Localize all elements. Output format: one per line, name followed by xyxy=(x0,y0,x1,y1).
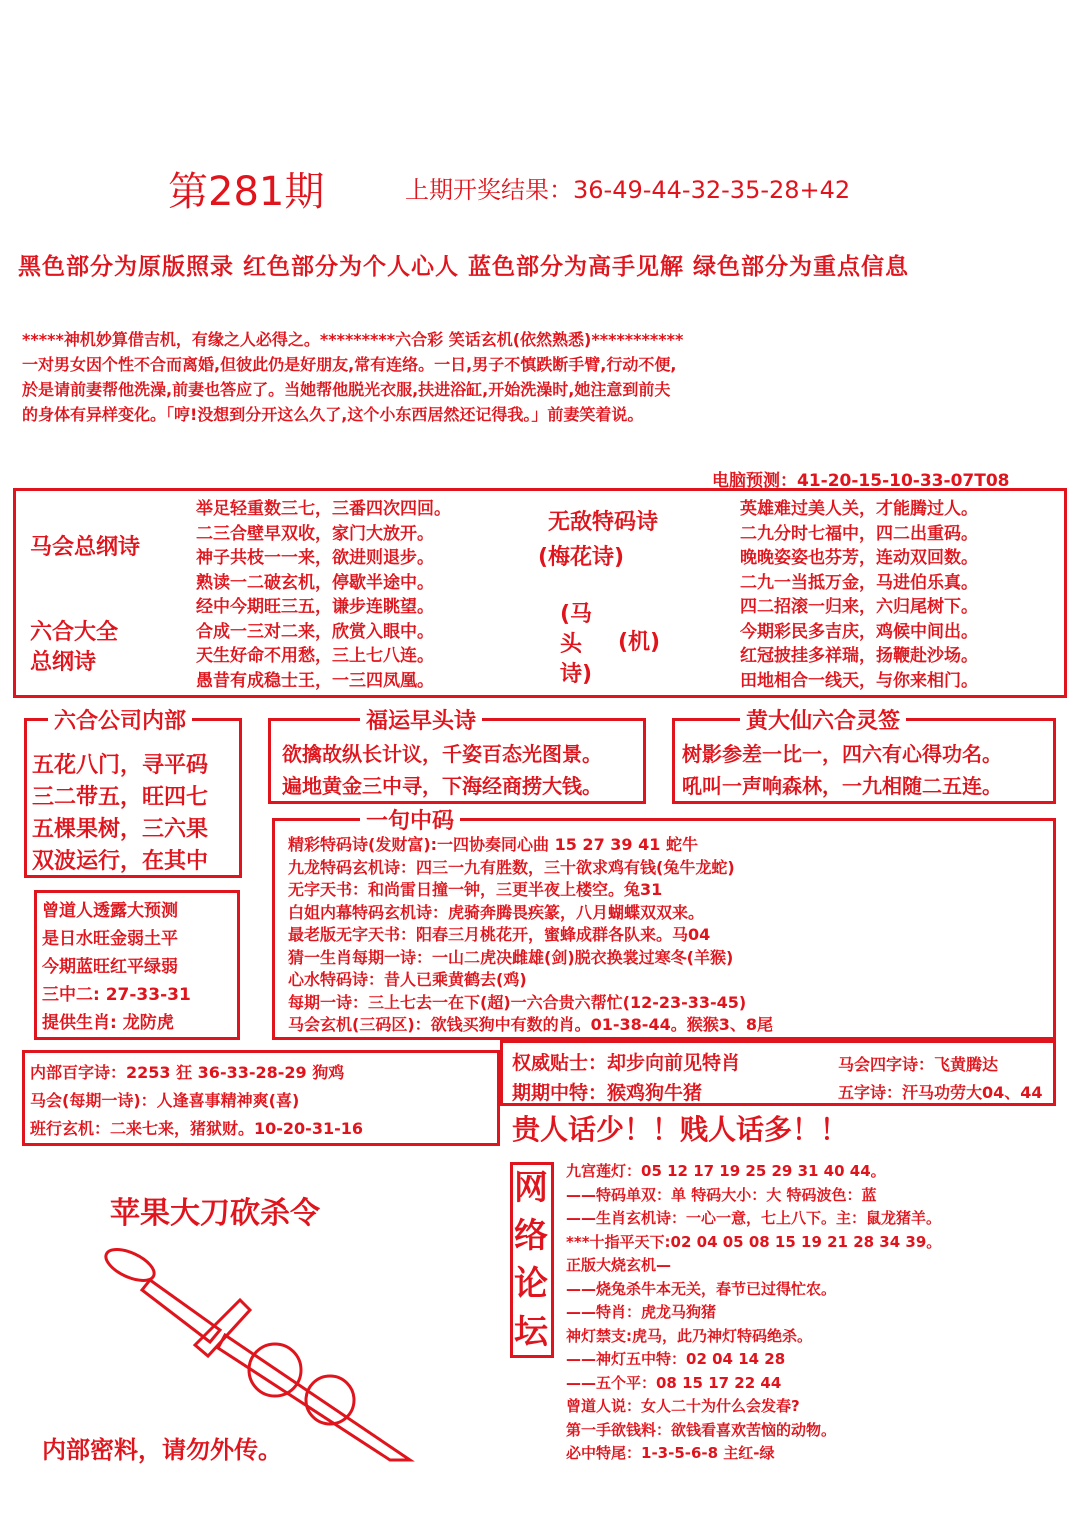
daoren-line: 是日水旺金弱土平 xyxy=(42,929,178,949)
one-sentence-line: 白姐内幕特码玄机诗：虎骑奔腾畏疾篆，八月蝴蝶双双来。 xyxy=(288,902,705,922)
left-poem-line: 二三合壁早双收，家门大放开。 xyxy=(196,523,434,544)
one-sentence-line: 精彩特码诗(发财富):一四协奏同心曲 15 27 39 41 蛇牛 xyxy=(288,835,698,854)
right-poem-line: 四二招滚一归来，六归尾树下。 xyxy=(740,597,978,617)
inside-line: 班行玄机：二来七来，猪狱财。10-20-31-16 xyxy=(30,1119,363,1138)
forum-line: ***十指平天下:02 04 05 08 15 19 21 28 34 39。 xyxy=(566,1232,942,1251)
computer-prediction: 电脑预测：41-20-15-10-33-07T08 xyxy=(712,471,1010,491)
forum-line: 第一手欲钱料：欲钱看喜欢苦恼的动物。 xyxy=(566,1420,837,1439)
daoren-line: 三中二: 27-33-31 xyxy=(42,985,191,1005)
company-line: 五棵果树，三六果 xyxy=(32,817,209,842)
one-sentence-title: 一句中码 xyxy=(360,804,460,835)
apple-title: 苹果大刀砍杀令 xyxy=(110,1196,320,1231)
forum-line: 曾道人说：女人二十为什么会发春? xyxy=(566,1397,800,1415)
authority-tip: 权威贴士：却步向前见特肖 xyxy=(512,1052,741,1074)
company-line: 三二带五，旺四七 xyxy=(32,785,209,810)
wongtaisin-line: 吼叫一声响森林，一九相随二五连。 xyxy=(682,774,1002,798)
right-poem-line: 二九一当抵万金，马进伯乐真。 xyxy=(740,572,978,593)
inside-line: 马会(每期一诗)：人逢喜事精神爽(喜) xyxy=(30,1091,300,1110)
company-title: 六合公司内部 xyxy=(48,704,192,735)
joke-line: *****神机妙算借吉机，有缘之人必得之。*********六合彩 笑话玄机(依然熟悉)*********** xyxy=(22,330,684,349)
forum-line: 神灯禁支:虎马，此乃神灯特码绝杀。 xyxy=(566,1326,813,1345)
left-poem-line: 经中今期旺三五，谦步连眺望。 xyxy=(196,597,434,617)
fortune-line: 遍地黄金三中寻，下海经商捞大钱。 xyxy=(282,774,602,798)
daoren-line: 曾道人透露大预测 xyxy=(42,901,178,921)
forum-line: 九宫莲灯：05 12 17 19 25 29 31 40 44。 xyxy=(566,1162,886,1180)
last-draw-result: 上期开奖结果：36-49-44-32-35-28+42 xyxy=(405,176,851,204)
wongtaisin-title: 黄大仙六合灵签 xyxy=(740,704,906,735)
zonggang-title: 马会总纲诗 xyxy=(30,535,141,560)
right-poem-line: 二九分时七福中，四二出重码。 xyxy=(740,523,978,544)
forum-vertical-label: 网络论坛 xyxy=(514,1168,548,1352)
company-line: 五花八门，寻平码 xyxy=(32,753,209,778)
one-sentence-line: 九龙特码玄机诗：四三一九有胜数，三十欲求鸡有钱(兔牛龙蛇) xyxy=(288,857,735,877)
forum-line: ——特肖：虎龙马狗猪 xyxy=(566,1303,717,1321)
apple-footer: 内部密料，请勿外传。 xyxy=(42,1436,282,1464)
forum-line: ——五个平：08 15 17 22 44 xyxy=(566,1373,782,1392)
joke-line: 一对男女因个性不合而离婚,但彼此仍是好朋友,常有连络。一日,男子不慎跌断手臂,行动不便, xyxy=(22,355,677,374)
left-poem-line: 合成一三对二来，欣赏入眼中。 xyxy=(196,621,434,642)
one-sentence-line: 心水特码诗：昔人已乘黄鹤去(鸡) xyxy=(288,970,527,989)
right-poem-line: 晚晚姿姿也芬芳，连动双回数。 xyxy=(740,548,978,568)
forum-line: ——特码单双：单 特码大小：大 特码波色：蓝 xyxy=(566,1185,877,1204)
wudi-title: 无敌特码诗 xyxy=(548,510,659,535)
ji-title: (机) xyxy=(618,630,661,655)
joke-line: 於是请前妻帮他洗澡,前妻也答应了。当她帮他脱光衣服,扶进浴缸,开始洗澡时,她注意到前夫 xyxy=(22,380,671,399)
wongtaisin-line: 树影参差一比一，四六有心得功名。 xyxy=(682,742,1002,766)
every-issue-special: 期期中特：猴鸡狗牛猪 xyxy=(512,1082,703,1104)
right-poem-line: 田地相合一线天，与你来相门。 xyxy=(740,670,978,691)
issue-number: 第281期 xyxy=(168,169,325,215)
daoren-line: 今期蓝旺红平绿弱 xyxy=(42,957,178,977)
daoren-line: 提供生肖: 龙防虎 xyxy=(42,1013,174,1033)
forum-line: 必中特尾：1-3-5-6-8 主红-绿 xyxy=(566,1444,775,1462)
forum-line: 正版大烧玄机— xyxy=(566,1256,672,1274)
company-line: 双波运行，在其中 xyxy=(32,849,209,874)
inside-line: 内部百字诗：2253 狂 36-33-28-29 狗鸡 xyxy=(30,1063,345,1082)
fortune-line: 欲擒故纵长计议，千姿百态光图景。 xyxy=(282,742,602,766)
liuhe-title-2: 总纲诗 xyxy=(30,650,97,675)
left-poem-line: 愚昔有成稳士王，一三四凤凰。 xyxy=(196,670,434,691)
joke-line: 的身体有异样变化。「哼!没想到分开这么久了,这个小东西居然还记得我。」前妻笑着说。 xyxy=(22,405,644,424)
right-poem-line: 今期彩民多吉庆，鸡候中间出。 xyxy=(740,621,978,642)
forum-line: ——神灯五中特：02 04 14 28 xyxy=(566,1350,786,1368)
left-poem-line: 神子共枝一一来，欲进则退步。 xyxy=(196,548,434,568)
matou-title: (马 头 诗) xyxy=(560,602,593,687)
one-sentence-line: 猜一生肖每期一诗：一山二虎决雌雄(剑)脱衣换裳过寒冬(羊猴) xyxy=(288,947,734,967)
one-sentence-line: 马会玄机(三码区)：欲钱买狗中有数的肖。01-38-44。猴猴3、8尾 xyxy=(288,1015,773,1034)
left-poem-line: 举足轻重数三七，三番四次四回。 xyxy=(196,499,451,519)
right-poem-line: 红冠披挂多祥瑞，扬鞭赴沙场。 xyxy=(740,646,978,666)
slogan: 贵人话少！！贱人话多！！ xyxy=(512,1113,849,1146)
one-sentence-line: 最老版无字天书：阳春三月桃花开，蜜蜂成群各队来。马04 xyxy=(288,925,711,944)
meihua-title: (梅花诗) xyxy=(538,545,625,570)
one-sentence-line: 每期一诗：三上七去一在下(超)一六合贵六帮忙(12-23-33-45) xyxy=(288,992,747,1012)
forum-line: ——烧兔杀牛本无关，春节已过得忙农。 xyxy=(566,1279,837,1298)
color-legend: 黑色部分为原版照录 红色部分为个人心人 蓝色部分为高手见解 绿色部分为重点信息 xyxy=(18,254,910,280)
forum-line: ——生肖玄机诗：一心一意，七上八下。主：鼠龙猪羊。 xyxy=(566,1209,942,1227)
five-char-poem: 五字诗：汗马功劳大04、44 xyxy=(838,1083,1043,1102)
liuhe-title: 六合大全 xyxy=(30,620,119,645)
mahui-four-char: 马会四字诗：飞黄腾达 xyxy=(838,1055,999,1074)
one-sentence-line: 无字天书：和尚雷日撞一钟，三更半夜上楼空。兔31 xyxy=(288,880,663,899)
left-poem-line: 熟读一二破玄机，停歇半途中。 xyxy=(196,572,434,593)
fortune-title: 福运早头诗 xyxy=(360,704,482,735)
left-poem-line: 天生好命不用愁，三上七八连。 xyxy=(196,646,434,666)
right-poem-line: 英雄难过美人关，才能腾过人。 xyxy=(740,499,978,519)
